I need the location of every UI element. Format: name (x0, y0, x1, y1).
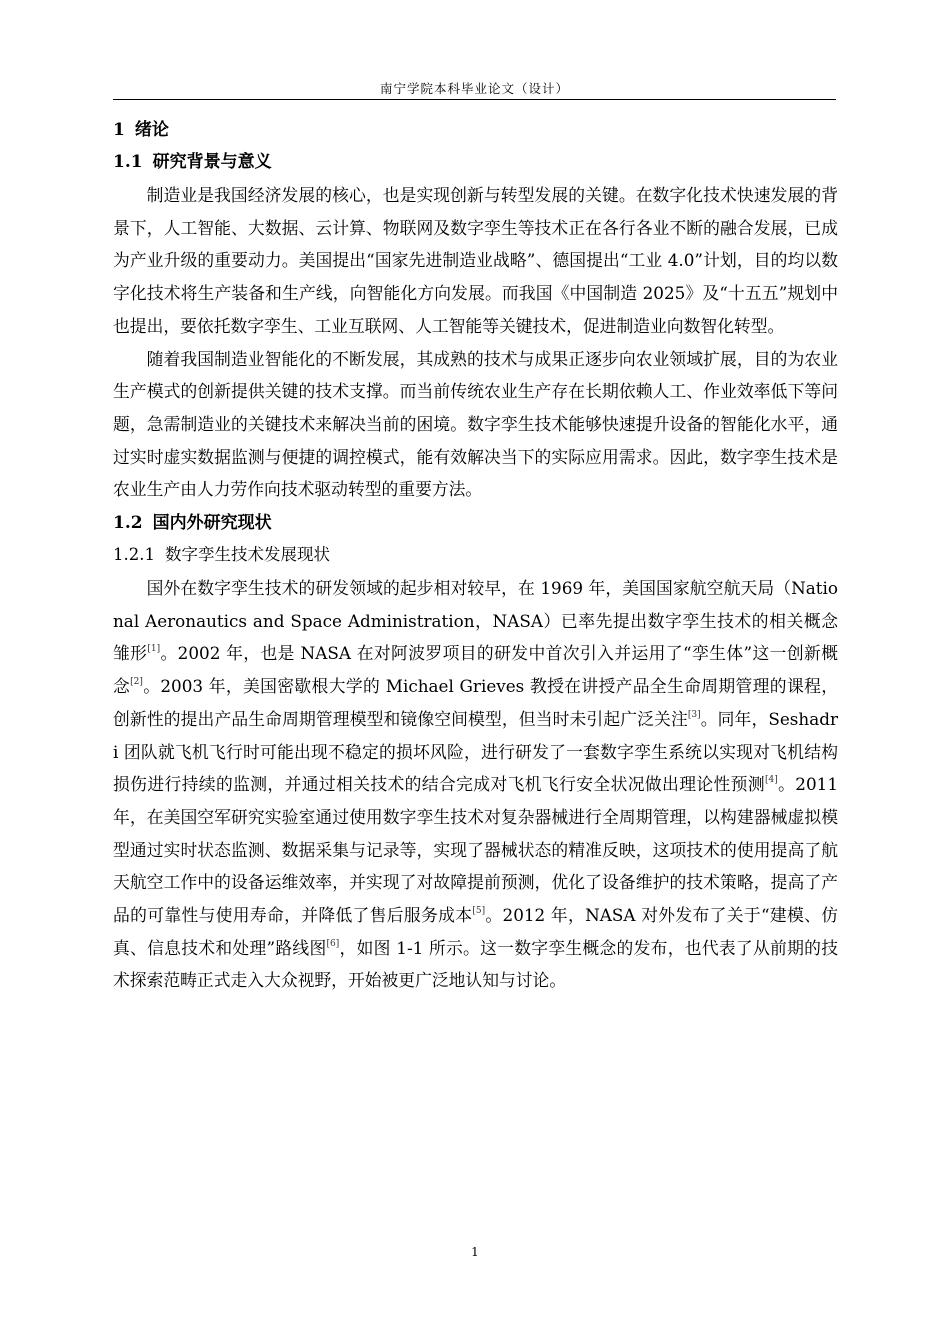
chapter-heading (113, 115, 838, 147)
paragraph-1: 制造业是我国经济发展的核心，也是实现创新与转型发展的关键。在数字化技术快速发展的背景下，人工智能、大数据、云计算、物联网及数字孪生等技术正在各行各业不断的融合发展，已成为产业升级的重要动力。美国提出“国家先进制造业战略”、德国提出“工业 4.0”计划，目的均以数字化技术将生产装备和生产线，向智能化方向发展。而我国《中国制造 2025》及“十五五”规划中也提出，要依托数字孪生、工业互联网、人工智能等关键技术，促进制造业向数智化转型。 (113, 185, 838, 336)
subsection-number: 1.2.1 (113, 545, 155, 565)
paragraph-3-text-1: 国外在数字孪生技术的研发领域的起步相对较早，在 1969 年，美国国家航空航天局（National Aeronautics and Space Administration，NASA）已率先提出数字孪生技术的相关概念雏形 (113, 578, 838, 664)
paragraph-3-text-5: 。2011 年，在美国空军研究实验室通过使用数字孪生技术对复杂器械进行全周期管理，以构建器械虚拟模型通过实时状态监测、数据采集与记录等，实现了器械状态的精准反映，这项技术的使用提高了航天航空工作中的设备运维效率，并实现了对故障提前预测，优化了设备维护的技术策略，提高了产品的可靠性与使用寿命，并降低了售后服务成本 (113, 774, 838, 926)
page-content (113, 115, 838, 997)
section-title: 研究背景与意义 (152, 152, 272, 172)
paragraph-2: 随着我国制造业智能化的不断发展，其成熟的技术与成果正逐步向农业领域扩展，目的为农业生产模式的创新提供关键的技术支撑。而当前传统农业生产存在长期依赖人工、作业效率低下等问题，急需制造业的关键技术来解决当前的困境。数字孪生技术能够快速提升设备的智能化水平，通过实时虚实数据监测与便捷的调控模式，能有效解决当下的实际应用需求。因此，数字孪生技术是农业生产由人力劳作向技术驱动转型的重要方法。 (113, 348, 838, 500)
section-number: 1.1 (113, 152, 143, 172)
citation-ref-5: [5] (472, 906, 486, 917)
section-number: 1.2 (113, 513, 143, 534)
chapter-title: 绪论 (134, 120, 169, 140)
chapter-number: 1 (113, 120, 125, 140)
citation-ref-2: [2] (130, 677, 143, 688)
subsection-heading-1-2-1 (113, 540, 838, 572)
section-heading-1-1 (113, 147, 838, 179)
page-number: 1 (471, 1245, 479, 1259)
citation-ref-4: [4] (765, 775, 778, 786)
running-header: 南宁学院本科毕业论文（设计） (379, 81, 569, 96)
paragraph-3-text-6: 。2012 年，NASA 对外发布了关于“建模、仿真、信息技术和处理”路线图 (113, 905, 838, 958)
citation-ref-6: [6] (326, 938, 340, 949)
citation-ref-1: [1] (147, 644, 161, 655)
paragraph-3-text-4: 。同年，Seshadri 团队就飞机飞行时可能出现不稳定的损坏风险，进行研发了一套数字孪生系统以实现对飞机结构损伤进行持续的监测，并通过相关技术的结合完成对飞机飞行安全状况做出理论性预测 (113, 708, 838, 795)
paragraph-3-text-2: 。2002 年，也是 NASA 在对阿波罗项目的研发中首次引入并运用了“孪生体”这一创新概念 (113, 643, 838, 697)
citation-ref-3: [3] (687, 709, 701, 720)
section-heading-1-2 (113, 508, 838, 540)
paragraph-3 (113, 572, 838, 997)
paragraph-3-text-3: 。2003 年，美国密歇根大学的 Michael Grieves 教授在讲授产品全生命周期管理的课程，创新性的提出产品生命周期管理模型和镜像空间模型，但当时未引起广泛关注 (113, 676, 838, 729)
paragraph-3-text-7: ，如图 1-1 所示。这一数字孪生概念的发布，也代表了从前期的技术探索范畴正式走入大众视野，开始被更广泛地认知与讨论。 (113, 937, 838, 991)
subsection-title: 数字孪生技术发展现状 (164, 545, 330, 565)
section-title: 国内外研究现状 (152, 513, 272, 534)
header-rule (113, 99, 836, 100)
